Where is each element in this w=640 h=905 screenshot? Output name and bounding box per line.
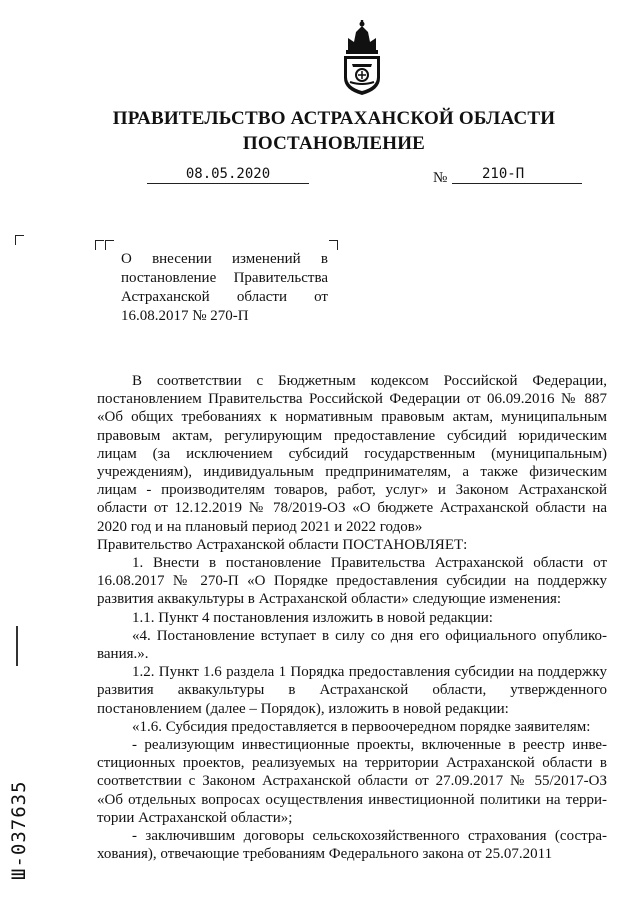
subject-line: Астраханской области от — [121, 289, 328, 305]
body-paragraph: - заключившим договоры сельскохозяйственного страхования (состра-хования), отвечающие требованиям Федерального закона от 25.07.2011 — [97, 828, 607, 863]
body-paragraph: 1.1. Пункт 4 постановления изложить в новой редакции: — [132, 609, 493, 626]
subject-bracket-left — [95, 240, 104, 250]
body-paragraph: В соответствии с Бюджетным кодексом Российской Федерации, постановлением Правительства Российской Федерации от 06.09.2016 № 887 «Об общих требованиях к нормативным правовым актам, муниципальным правовым актам, регулирующим предоставление субсидий юридическим лицам (за исключением субсидий государственным (муниципальным) учреждениям), индивидуальным предпринимателям, а также физическим лицам - производителям товаров, работ, услуг» и Законом Астраханской области от 12.12.2019 № 78/2019-ОЗ «О бюджете Астраханской области на 2020 год и на плановый период 2021 и 2022 годов» — [97, 373, 607, 535]
subject-bracket-right — [329, 240, 338, 250]
org-title: ПРАВИТЕЛЬСТВО АСТРАХАНСКОЙ ОБЛАСТИ — [112, 108, 556, 129]
subject-line: постановление Правительства — [121, 270, 328, 286]
body-paragraph: 1. Внести в постановление Правительства Астраханской области от 16.08.2017 № 270-П «О Порядке предоставления субсидии на поддержку развития аквакультуры в Астраханской области» следующие изменения: — [97, 555, 607, 608]
serial-number: Ш-037635 — [8, 780, 30, 880]
subject-block — [121, 250, 328, 326]
margin-tick — [16, 626, 18, 666]
doc-type-title: ПОСТАНОВЛЕНИЕ — [242, 133, 426, 154]
body-paragraph: 1.2. Пункт 1.6 раздела 1 Порядка предоставления субсидии на поддержку развития аквакультуры в Астраханской области, утвержденного постановлением (далее – Порядок), изложить в новой редакции: — [97, 664, 607, 717]
body-paragraph: - реализующим инвестиционные проекты, включенные в реестр инве-стиционных проектов, реализуемых на территории Астраханской области в соответствии с Законом Астраханской области от 27.09.2017 № 55/2017-ОЗ «Об отдельных вопросах осуществления инвестиционной политики на терри-тории Астраханской области»; — [97, 737, 607, 826]
subject-bracket-left-inner — [105, 240, 114, 250]
number-label: № — [433, 170, 448, 186]
body-paragraph: «4. Постановление вступает в силу со дня его официального опублико-вания.». — [97, 627, 607, 663]
body-paragraph: «1.6. Субсидия предоставляется в первоочередном порядке заявителям: — [132, 718, 591, 735]
margin-mark — [15, 235, 24, 245]
doc-number: 210-П — [452, 166, 582, 184]
body-paragraph: Правительство Астраханской области ПОСТАНОВЛЯЕТ: — [97, 536, 468, 553]
coat-of-arms-icon — [340, 20, 384, 96]
document-body — [97, 372, 607, 863]
subject-line: О внесении изменений в — [121, 251, 328, 267]
subject-line: 16.08.2017 № 270-П — [121, 308, 249, 324]
doc-date: 08.05.2020 — [147, 166, 309, 184]
